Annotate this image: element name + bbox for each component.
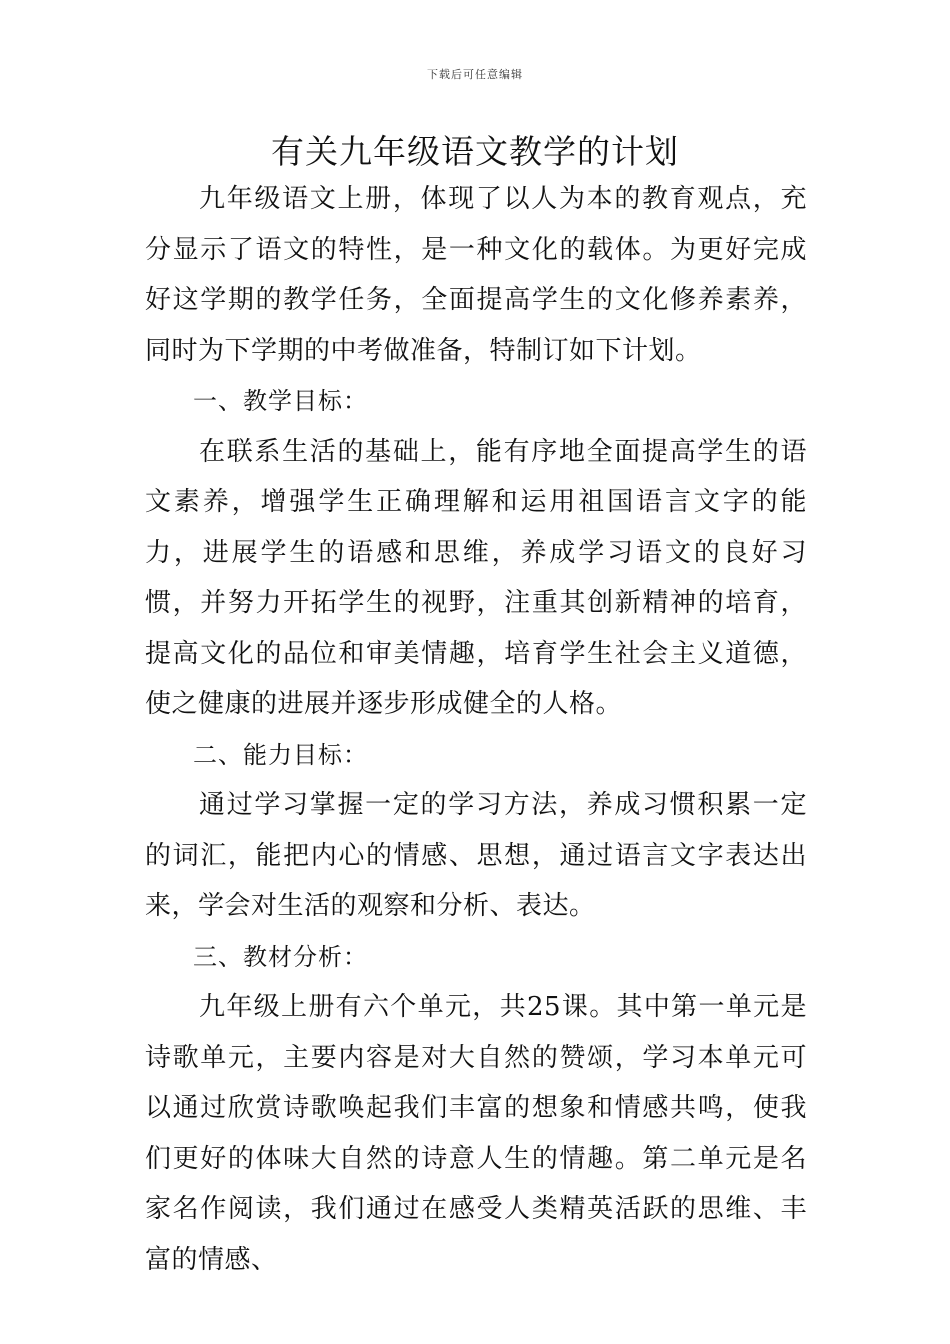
- paragraph-teaching-goals: 在联系生活的基础上，能有序地全面提高学生的语文素养，增强学生正确理解和运用祖国语言文字的能力，进展学生的语感和思维，养成学习语文的良好习惯，并努力开拓学生的视野，注重其创新精神的培育，提高文化的品位和审美情趣，培育学生社会主义道德，使之健康的进展并逐步形成健全的人格。: [145, 436, 807, 719]
- header-note: 下载后可任意编辑: [427, 68, 523, 81]
- section-heading-ability-goals: 二、能力目标：: [193, 740, 368, 769]
- paragraph-ability-goals: 通过学习掌握一定的学习方法，养成习惯积累一定的词汇，能把内心的情感、思想，通过语言文字表达出来，学会对生活的观察和分析、表达。: [145, 790, 807, 921]
- section-heading-teaching-goals: 一、教学目标：: [193, 387, 368, 415]
- paragraph-textbook-analysis: 九年级上册有六个单元，共25课。其中第一单元是诗歌单元，主要内容是对大自然的赞颂，学习本单元可以通过欣赏诗歌唤起我们丰富的想象和情感共鸣，使我们更好的体味大自然的诗意人生的情趣。第二单元是名家名作阅读，我们通过在感受人类精英活跃的思维、丰富的情感、: [145, 992, 807, 1275]
- paragraph-intro: 九年级语文上册，体现了以人为本的教育观点，充分显示了语文的特性，是一种文化的载体。为更好完成好这学期的教学任务，全面提高学生的文化修养素养，同时为下学期的中考做准备，特制订如下计划。: [145, 184, 807, 366]
- document-body: [145, 174, 807, 1285]
- section-heading-textbook-analysis: 三、教材分析：: [193, 942, 368, 971]
- document-title: 有关九年级语文教学的计划: [271, 132, 679, 171]
